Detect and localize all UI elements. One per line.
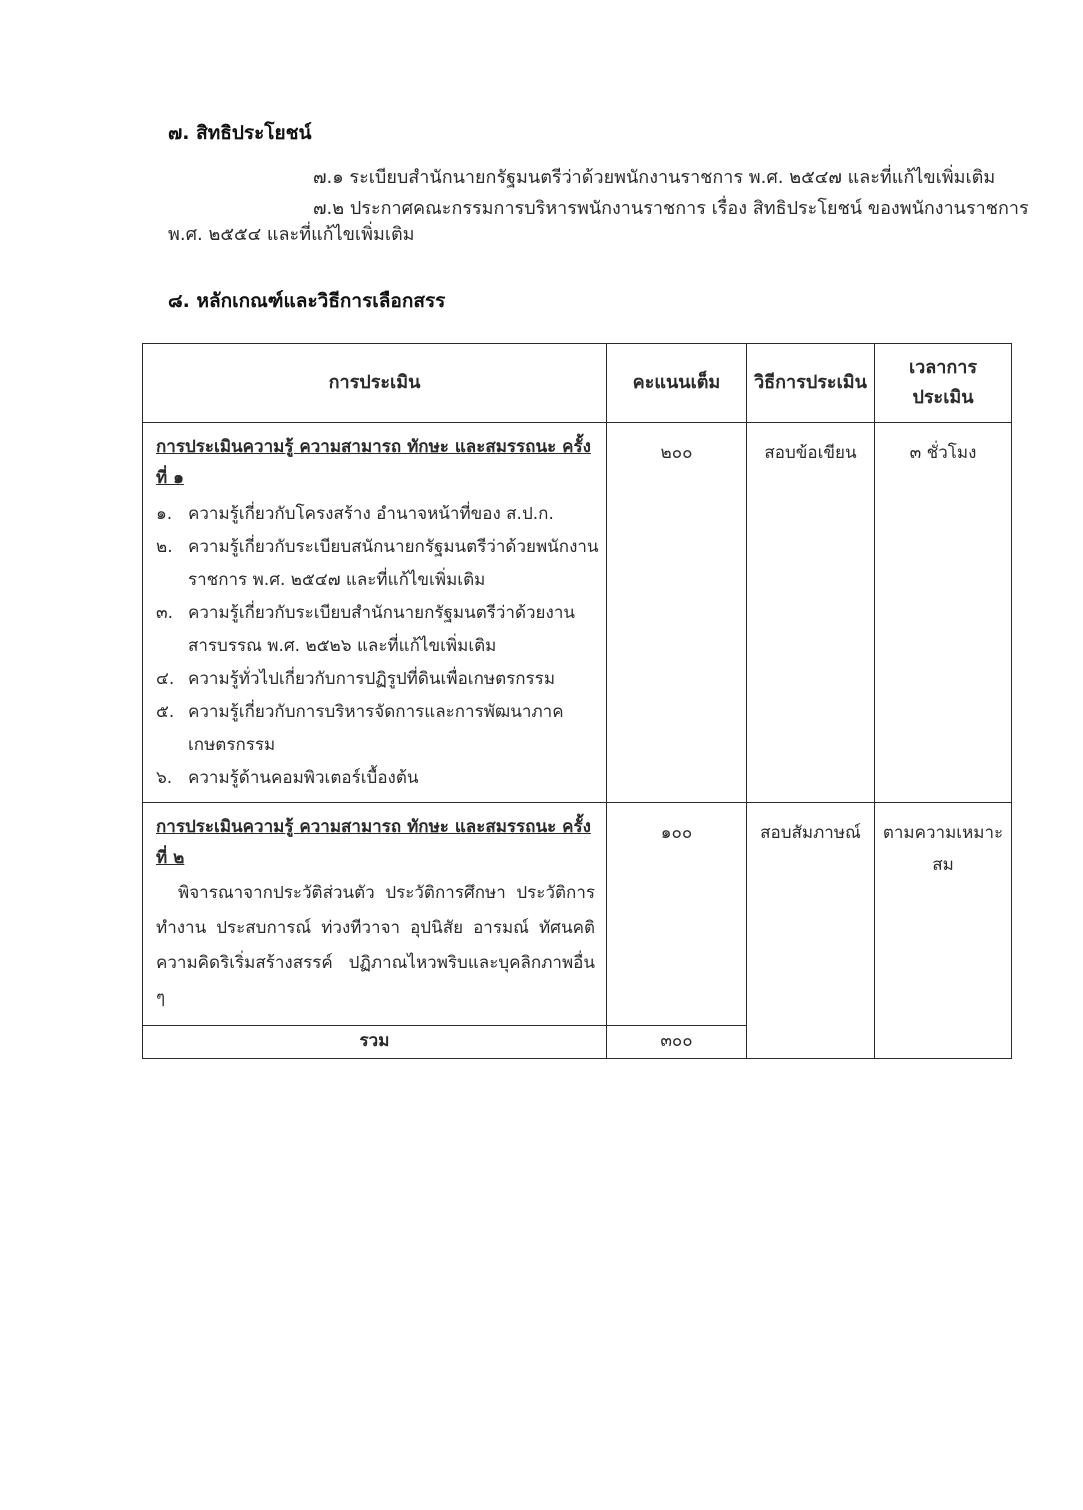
section-7-heading: ๗. สิทธิประโยชน์ [168, 122, 312, 144]
total-label: รวม [143, 1026, 607, 1059]
section-8-heading: ๘. หลักเกณฑ์และวิธีการเลือกสรร [168, 290, 446, 312]
list-item-number: ๑. [156, 504, 173, 524]
assessment-2-title: การประเมินความรู้ ความสามารถ ทักษะ และสมรรถนะ ครั้งที่ ๒ [156, 817, 591, 868]
list-item [144, 498, 605, 531]
list-item [144, 597, 605, 663]
table-row [143, 803, 1012, 1026]
method-cell-2: สอบสัมภาษณ์ [747, 803, 875, 1059]
assessment-cell-1 [143, 423, 607, 803]
assessment-2-description-text: พิจารณาจากประวัติส่วนตัว ประวัติการศึกษา ประวัติการทำงาน ประสบการณ์ ท่วงทีวาจา อุปนิสัย อารมณ์ ทัศนคติ ความคิดริเริ่มสร้างสรรค์ ปฏิภาณไหวพริบและบุคลิกภาพอื่น ๆ [156, 883, 595, 1008]
header-method: วิธีการประเมิน [747, 344, 875, 423]
header-assessment: การประเมิน [143, 344, 607, 423]
method-cell-1: สอบข้อเขียน [747, 423, 875, 803]
section-7-item-1: ๗.๑ ระเบียบสำนักนายกรัฐมนตรีว่าด้วยพนักงานราชการ พ.ศ. ๒๕๔๗ และที่แก้ไขเพิ่มเติม [313, 167, 996, 188]
total-score: ๓๐๐ [607, 1026, 747, 1059]
time-cell-1: ๓ ชั่วโมง [875, 423, 1012, 803]
selection-criteria-table [142, 343, 1012, 1059]
section-7-item-2-line-2: พ.ศ. ๒๕๕๔ และที่แก้ไขเพิ่มเติม [168, 224, 415, 245]
table-header-row [143, 344, 1012, 423]
section-7-item-2-line-1: ๗.๒ ประกาศคณะกรรมการบริหารพนักงานราชการ เรื่อง สิทธิประโยชน์ ของพนักงานราชการ [313, 198, 1029, 219]
list-item-number: ๓. [156, 603, 174, 623]
table-row [143, 423, 1012, 803]
header-full-score: คะแนนเต็ม [607, 344, 747, 423]
list-item-number: ๔. [156, 669, 175, 689]
list-item-text: ความรู้เกี่ยวกับระเบียบสำนักนายกรัฐมนตรีว่าด้วยงานสารบรรณ พ.ศ. ๒๕๒๖ และที่แก้ไขเพิ่มเติม [188, 603, 575, 656]
assessment-cell-2 [143, 803, 607, 1026]
list-item-number: ๒. [156, 537, 173, 557]
list-item-number: ๖. [156, 768, 173, 788]
list-item-number: ๕. [156, 702, 175, 722]
list-item-text: ความรู้เกี่ยวกับการบริหารจัดการและการพัฒนาภาคเกษตรกรรม [188, 702, 564, 755]
list-item-text: ความรู้ด้านคอมพิวเตอร์เบื้องต้น [188, 768, 419, 788]
assessment-2-description [144, 874, 605, 1024]
header-time: เวลาการประเมิน [875, 344, 1012, 423]
assessment-1-title: การประเมินความรู้ ความสามารถ ทักษะ และสมรรถนะ ครั้งที่ ๑ [156, 437, 591, 488]
list-item [144, 663, 605, 696]
list-item [144, 696, 605, 762]
list-item [144, 531, 605, 597]
list-item [144, 762, 605, 795]
assessment-1-item-list [144, 498, 605, 795]
list-item-text: ความรู้เกี่ยวกับโครงสร้าง อำนาจหน้าที่ของ ส.ป.ก. [188, 504, 554, 524]
score-cell-2: ๑๐๐ [607, 803, 747, 1026]
list-item-text: ความรู้เกี่ยวกับระเบียบสนักนายกรัฐมนตรีว่าด้วยพนักงานราชการ พ.ศ. ๒๕๔๗ และที่แก้ไขเพิ่มเติม [188, 537, 599, 590]
time-cell-2: ตามความเหมาะสม [875, 803, 1012, 1059]
score-cell-1: ๒๐๐ [607, 423, 747, 803]
list-item-text: ความรู้ทั่วไปเกี่ยวกับการปฏิรูปที่ดินเพื่อเกษตรกรรม [188, 669, 556, 689]
